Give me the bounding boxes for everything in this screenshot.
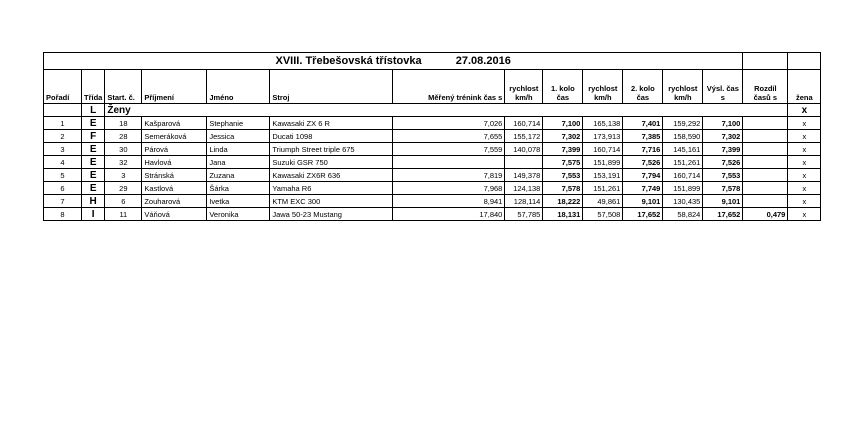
group-name: Ženy: [105, 104, 788, 117]
class-cell: I: [82, 208, 105, 221]
class-cell: E: [82, 143, 105, 156]
training-time-cell: [393, 156, 505, 169]
lap2-time-cell: 7,526: [623, 156, 663, 169]
rank-cell: 6: [44, 182, 82, 195]
lap2-speed-cell: 151,261: [663, 156, 703, 169]
table-row: [44, 130, 821, 143]
title-row: [44, 53, 821, 70]
name-cell: Linda: [207, 143, 270, 156]
training-time-cell: 7,559: [393, 143, 505, 156]
lap1-speed-cell: 160,714: [583, 143, 623, 156]
lap1-speed-cell: 151,261: [583, 182, 623, 195]
zena-cell: x: [788, 130, 821, 143]
start-number-cell: 11: [105, 208, 142, 221]
table-row: [44, 143, 821, 156]
group-class: L: [82, 104, 105, 117]
time-difference-cell: 0,479: [743, 208, 788, 221]
surname-cell: Kastlová: [142, 182, 207, 195]
bike-cell: Kawasaki ZX6R 636: [270, 169, 393, 182]
event-title: [44, 53, 743, 70]
zena-cell: x: [788, 169, 821, 182]
lap2-time-cell: 7,401: [623, 117, 663, 130]
col-header-result: Výsl. čas s: [703, 70, 743, 104]
result-time-cell: 7,100: [703, 117, 743, 130]
rank-cell: 7: [44, 195, 82, 208]
lap1-time-cell: 7,575: [543, 156, 583, 169]
col-header-bike: Stroj: [270, 70, 393, 104]
lap2-speed-cell: 151,899: [663, 182, 703, 195]
table-row: [44, 156, 821, 169]
lap2-speed-cell: 130,435: [663, 195, 703, 208]
lap2-time-cell: 9,101: [623, 195, 663, 208]
class-cell: E: [82, 169, 105, 182]
training-time-cell: 7,819: [393, 169, 505, 182]
col-header-lap2-speed: rychlost km/h: [663, 70, 703, 104]
start-number-cell: 3: [105, 169, 142, 182]
time-difference-cell: [743, 182, 788, 195]
table-row: [44, 117, 821, 130]
time-difference-cell: [743, 117, 788, 130]
surname-cell: Párová: [142, 143, 207, 156]
event-date: 27.08.2016: [455, 54, 511, 67]
start-number-cell: 30: [105, 143, 142, 156]
class-cell: E: [82, 117, 105, 130]
time-difference-cell: [743, 169, 788, 182]
lap2-time-cell: 7,794: [623, 169, 663, 182]
bike-cell: Triumph Street triple 675: [270, 143, 393, 156]
surname-cell: Váňová: [142, 208, 207, 221]
lap1-speed-cell: 165,138: [583, 117, 623, 130]
start-number-cell: 18: [105, 117, 142, 130]
class-cell: F: [82, 130, 105, 143]
lap1-speed-cell: 151,899: [583, 156, 623, 169]
lap2-speed-cell: 160,714: [663, 169, 703, 182]
zena-cell: x: [788, 195, 821, 208]
col-header-lap1-speed: rychlost km/h: [583, 70, 623, 104]
table-row: [44, 169, 821, 182]
time-difference-cell: [743, 130, 788, 143]
col-header-class: Třída: [82, 70, 105, 104]
training-speed-cell: 124,138: [505, 182, 543, 195]
lap1-time-cell: 7,100: [543, 117, 583, 130]
lap1-speed-cell: 153,191: [583, 169, 623, 182]
surname-cell: Stránská: [142, 169, 207, 182]
training-time-cell: 7,968: [393, 182, 505, 195]
rank-cell: 1: [44, 117, 82, 130]
table-row: [44, 208, 821, 221]
group-row: [44, 104, 821, 117]
class-cell: E: [82, 182, 105, 195]
zena-cell: x: [788, 182, 821, 195]
training-speed-cell: 57,785: [505, 208, 543, 221]
name-cell: Jessica: [207, 130, 270, 143]
name-cell: Veronika: [207, 208, 270, 221]
lap2-time-cell: 7,385: [623, 130, 663, 143]
result-time-cell: 7,578: [703, 182, 743, 195]
result-time-cell: 7,526: [703, 156, 743, 169]
class-cell: H: [82, 195, 105, 208]
title-blank-cell: [788, 53, 821, 70]
bike-cell: KTM EXC 300: [270, 195, 393, 208]
time-difference-cell: [743, 156, 788, 169]
results-table: [43, 52, 821, 221]
lap2-speed-cell: 58,824: [663, 208, 703, 221]
table-row: [44, 195, 821, 208]
name-cell: Jana: [207, 156, 270, 169]
lap2-time-cell: 7,749: [623, 182, 663, 195]
surname-cell: Semeráková: [142, 130, 207, 143]
col-header-rank: Pořadí: [44, 70, 82, 104]
lap1-time-cell: 7,578: [543, 182, 583, 195]
col-header-surname: Příjmení: [142, 70, 207, 104]
surname-cell: Zouharová: [142, 195, 207, 208]
lap1-speed-cell: 173,913: [583, 130, 623, 143]
rank-cell: 5: [44, 169, 82, 182]
results-sheet: [43, 52, 821, 221]
header-row: [44, 70, 821, 104]
group-zena: x: [788, 104, 821, 117]
lap2-speed-cell: 159,292: [663, 117, 703, 130]
result-time-cell: 17,652: [703, 208, 743, 221]
result-time-cell: 7,553: [703, 169, 743, 182]
rank-cell: 3: [44, 143, 82, 156]
result-time-cell: 9,101: [703, 195, 743, 208]
name-cell: Ivetka: [207, 195, 270, 208]
lap2-time-cell: 7,716: [623, 143, 663, 156]
training-speed-cell: [505, 156, 543, 169]
surname-cell: Havlová: [142, 156, 207, 169]
title-blank-cell: [743, 53, 788, 70]
training-speed-cell: 140,078: [505, 143, 543, 156]
name-cell: Stephanie: [207, 117, 270, 130]
training-time-cell: 7,026: [393, 117, 505, 130]
table-row: [44, 182, 821, 195]
bike-cell: Jawa 50-23 Mustang: [270, 208, 393, 221]
bike-cell: Kawasaki ZX 6 R: [270, 117, 393, 130]
bike-cell: Ducati 1098: [270, 130, 393, 143]
training-speed-cell: 149,378: [505, 169, 543, 182]
lap2-time-cell: 17,652: [623, 208, 663, 221]
group-blank-cell: [44, 104, 82, 117]
name-cell: Šárka: [207, 182, 270, 195]
start-number-cell: 6: [105, 195, 142, 208]
col-header-train-speed: rychlost km/h: [505, 70, 543, 104]
rank-cell: 2: [44, 130, 82, 143]
surname-cell: Kašparová: [142, 117, 207, 130]
class-cell: E: [82, 156, 105, 169]
start-number-cell: 32: [105, 156, 142, 169]
result-time-cell: 7,399: [703, 143, 743, 156]
zena-cell: x: [788, 143, 821, 156]
zena-cell: x: [788, 208, 821, 221]
name-cell: Zuzana: [207, 169, 270, 182]
training-time-cell: 17,840: [393, 208, 505, 221]
col-header-name: Jméno: [207, 70, 270, 104]
training-time-cell: 8,941: [393, 195, 505, 208]
lap1-time-cell: 18,131: [543, 208, 583, 221]
zena-cell: x: [788, 117, 821, 130]
training-speed-cell: 155,172: [505, 130, 543, 143]
col-header-diff: Rozdíl časů s: [743, 70, 788, 104]
training-speed-cell: 128,114: [505, 195, 543, 208]
lap2-speed-cell: 158,590: [663, 130, 703, 143]
rank-cell: 4: [44, 156, 82, 169]
rank-cell: 8: [44, 208, 82, 221]
time-difference-cell: [743, 143, 788, 156]
col-header-lap2-time: 2. kolo čas: [623, 70, 663, 104]
col-header-start: Start. č.: [105, 70, 142, 104]
start-number-cell: 28: [105, 130, 142, 143]
lap1-speed-cell: 57,508: [583, 208, 623, 221]
bike-cell: Yamaha R6: [270, 182, 393, 195]
event-name: XVIII. Třebešovská třístovka: [275, 54, 422, 67]
training-time-cell: 7,655: [393, 130, 505, 143]
lap1-speed-cell: 49,861: [583, 195, 623, 208]
zena-cell: x: [788, 156, 821, 169]
lap1-time-cell: 7,399: [543, 143, 583, 156]
training-speed-cell: 160,714: [505, 117, 543, 130]
lap1-time-cell: 7,553: [543, 169, 583, 182]
result-time-cell: 7,302: [703, 130, 743, 143]
col-header-train-time: Měřený trénink čas s: [393, 70, 505, 104]
time-difference-cell: [743, 195, 788, 208]
col-header-zena: žena: [788, 70, 821, 104]
lap1-time-cell: 7,302: [543, 130, 583, 143]
start-number-cell: 29: [105, 182, 142, 195]
bike-cell: Suzuki GSR 750: [270, 156, 393, 169]
lap2-speed-cell: 145,161: [663, 143, 703, 156]
lap1-time-cell: 18,222: [543, 195, 583, 208]
col-header-lap1-time: 1. kolo čas: [543, 70, 583, 104]
